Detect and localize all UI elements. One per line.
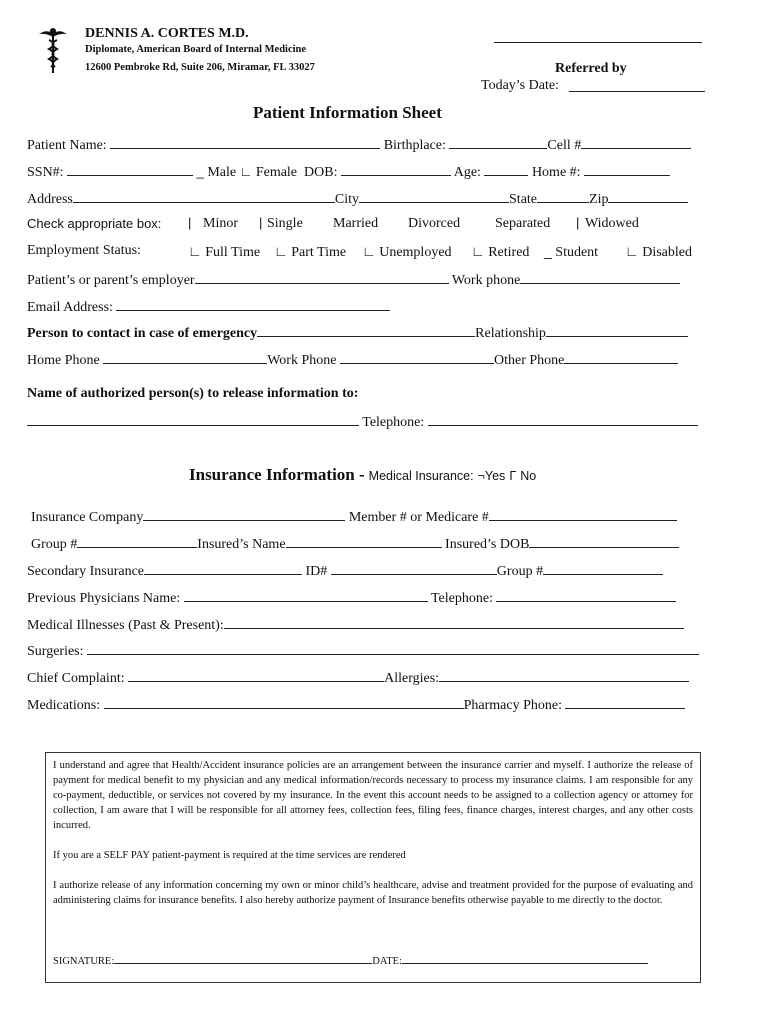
employment-disabled[interactable] [625,242,692,262]
marital-widowed-checkbox[interactable]: | [576,215,580,230]
member-field[interactable] [489,506,677,521]
work-phone-field[interactable] [520,269,680,284]
ssn-field[interactable] [67,161,193,176]
disclaimer-paragraph-2: If you are a SELF PAY patient-payment is required at the time services are rendered [53,850,406,861]
address-field[interactable] [73,188,335,203]
allergies-label: Allergies: [384,671,440,686]
illnesses-label: Medical Illnesses (Past & Present): [27,618,224,633]
home-number-field[interactable] [584,161,670,176]
prev-physicians-label: Previous Physicians Name: [27,591,181,606]
surgeries-row [27,640,699,661]
zip-label: Zip [589,192,609,207]
prev-telephone-field[interactable] [496,587,676,602]
insured-dob-field[interactable] [529,533,679,548]
secondary-label: Secondary Insurance [27,564,145,579]
illnesses-row [27,614,684,635]
signature-label: SIGNATURE: [53,956,115,967]
city-field[interactable] [359,188,509,203]
work-phone-label: Work phone [451,273,521,288]
dob-label: DOB: [304,165,338,180]
group2-label: Group # [496,564,544,579]
ssn-label: SSN#: [27,165,64,180]
full-time-label: Full Time [205,245,261,260]
medications-label: Medications: [27,698,101,713]
date-field[interactable] [402,952,648,964]
age-field[interactable] [484,161,528,176]
age-label: Age: [453,165,481,180]
disclaimer-paragraph-1: I understand and agree that Health/Accident insurance policies are an arrangement between the insurance carrier and myself. I authorize the release of payment for medical benefit to my physician and any medical information/records necessary to process my insurance claims. I am responsible for any co-payment, deductible, or services not covered by my insurance. In the event this account needs to be assigned to a collection agency or attorney for collection, I am aware that I will be responsible for all attorney fees, collection fees, filing fees, finance charges, interest charges, and any other costs incurred. [53,760,693,831]
disabled-label: Disabled [642,245,692,260]
no-label: No [520,469,537,483]
marital-single-checkbox[interactable]: | [259,215,263,230]
male-checkbox[interactable]: _ [196,164,204,179]
insurance-title: Insurance Information - [189,465,365,484]
form-title: Patient Information Sheet [253,103,442,122]
zip-field[interactable] [608,188,688,203]
authorized-release-label: Name of authorized person(s) to release information to: [27,386,359,401]
female-checkbox[interactable]: ∟ [239,164,253,179]
marital-separated[interactable]: Separated [495,216,551,231]
yes-checkbox[interactable]: ¬ [477,469,485,483]
insurance-header [189,465,536,485]
marital-row [27,215,161,233]
check-box-label: Check appropriate box: [27,216,162,231]
chief-complaint-label: Chief Complaint: [27,671,125,686]
group-label: Group # [31,537,78,552]
employment-retired[interactable] [471,242,529,262]
emergency-row [27,322,688,343]
birthplace-field[interactable] [449,134,547,149]
prev-physicians-field[interactable] [184,587,428,602]
retired-checkbox[interactable]: ∟ [471,243,485,259]
insurance-company-row [31,506,677,527]
marital-widowed: Widowed [585,216,639,231]
referred-by-label: Referred by [555,61,627,76]
cell-label: Cell # [547,138,582,153]
employment-full-time[interactable] [188,242,260,262]
insured-name-label: Insured’s Name [197,537,286,552]
insured-dob-label: Insured’s DOB [445,537,530,552]
group2-field[interactable] [543,560,663,575]
retired-label: Retired [488,245,530,260]
home-phone-label: Home Phone [27,353,100,368]
authorized-telephone-field[interactable] [428,411,698,426]
work-phone2-label: Work Phone [267,353,337,368]
surgeries-field[interactable] [87,640,699,655]
phones-row [27,349,678,370]
marital-single: Single [267,216,303,231]
part-time-checkbox[interactable]: ∟ [274,243,288,259]
employment-unemployed[interactable] [362,242,452,262]
surgeries-label: Surgeries: [27,644,84,659]
secondary-row [27,560,663,581]
illnesses-field[interactable] [224,614,684,629]
todays-date-label: Today’s Date: [481,78,559,93]
work-phone2-field[interactable] [340,349,494,364]
prev-telephone-label: Telephone: [430,591,493,606]
student-checkbox[interactable]: _ [544,243,552,259]
authorized-person-field[interactable] [27,411,359,426]
authorized-telephone-label: Telephone: [362,415,425,430]
referred-by-line[interactable] [494,42,702,43]
dob-field[interactable] [341,161,451,176]
patient-name-label: Patient Name: [27,138,107,153]
address-label: Address [27,192,73,207]
id-field[interactable] [331,560,497,575]
pharmacy-phone-field[interactable] [565,694,685,709]
home-number-label: Home #: [531,165,581,180]
relationship-label: Relationship [475,326,546,341]
chief-complaint-row [27,667,689,688]
signature-field[interactable] [114,952,372,964]
part-time-label: Part Time [291,245,347,260]
todays-date-field[interactable] [569,77,705,92]
cell-field[interactable] [581,134,691,149]
email-field[interactable] [116,296,390,311]
disabled-checkbox[interactable]: ∟ [625,243,639,259]
insurance-company-field[interactable] [143,506,345,521]
medications-row [27,694,685,715]
caduceus-logo [38,26,68,76]
state-label: State [509,192,538,207]
full-time-checkbox[interactable]: ∟ [188,243,202,259]
male-label: Male [207,165,237,180]
medications-field[interactable] [104,694,464,709]
ssn-row [27,161,670,182]
insurance-company-label: Insurance Company [31,510,144,525]
email-label: Email Address: [27,300,113,315]
disclaimer-paragraph-3: I authorize release of any information concerning my own or minor child’s healthcare, advise and treatment provided for the purpose of evaluating and administering claims for insurance benefits. I also hereby authorize payment of Insurance benefits otherwise payable to me directly to the doctor. [53,880,693,906]
email-row [27,296,390,317]
prev-physicians-row [27,587,676,608]
home-phone-field[interactable] [103,349,267,364]
emergency-contact-field[interactable] [257,322,475,337]
insured-name-field[interactable] [286,533,442,548]
employment-part-time[interactable] [274,242,346,262]
birthplace-label: Birthplace: [383,138,446,153]
emergency-contact-label: Person to contact in case of emergency [27,326,258,341]
city-label: City [334,192,360,207]
member-label: Member # or Medicare # [348,510,489,525]
group-row [31,533,679,554]
other-phone-label: Other Phone [493,353,565,368]
employer-row [27,269,680,290]
authorized-row [27,411,698,432]
patient-name-field[interactable] [110,134,380,149]
medical-insurance-label: Medical Insurance: [368,469,474,483]
disclaimer-box [45,752,701,983]
allergies-field[interactable] [439,667,689,682]
chief-complaint-field[interactable] [128,667,384,682]
date-label: DATE: [372,956,403,967]
employer-label: Patient’s or parent’s employer [27,273,195,288]
relationship-field[interactable] [546,322,688,337]
student-label: Student [555,245,599,260]
address-row [27,188,688,209]
pharmacy-phone-label: Pharmacy Phone: [463,698,562,713]
female-label: Female [255,165,298,180]
unemployed-checkbox[interactable]: ∟ [362,243,376,259]
marital-divorced[interactable]: Divorced [408,216,461,231]
caduceus-icon [38,26,68,76]
marital-minor-checkbox[interactable]: | [188,215,192,230]
no-checkbox[interactable]: Γ [509,469,517,483]
signature-row [53,952,648,969]
group-field[interactable] [77,533,197,548]
doctor-name: DENNIS A. CORTES M.D. [85,26,249,41]
employment-status-label: Employment Status: [27,243,141,258]
patient-name-row [27,134,691,155]
marital-married[interactable]: Married [333,216,379,231]
employer-field[interactable] [195,269,449,284]
state-field[interactable] [537,188,589,203]
id-label: ID# [305,564,328,579]
doctor-address: 12600 Pembroke Rd, Suite 206, Miramar, FL 33027 [85,62,315,73]
employment-student[interactable] [544,242,598,262]
doctor-title: Diplomate, American Board of Internal Medicine [85,44,307,55]
unemployed-label: Unemployed [379,245,452,260]
yes-label: Yes [484,469,506,483]
other-phone-field[interactable] [564,349,678,364]
marital-minor: Minor [203,216,238,231]
secondary-field[interactable] [144,560,302,575]
